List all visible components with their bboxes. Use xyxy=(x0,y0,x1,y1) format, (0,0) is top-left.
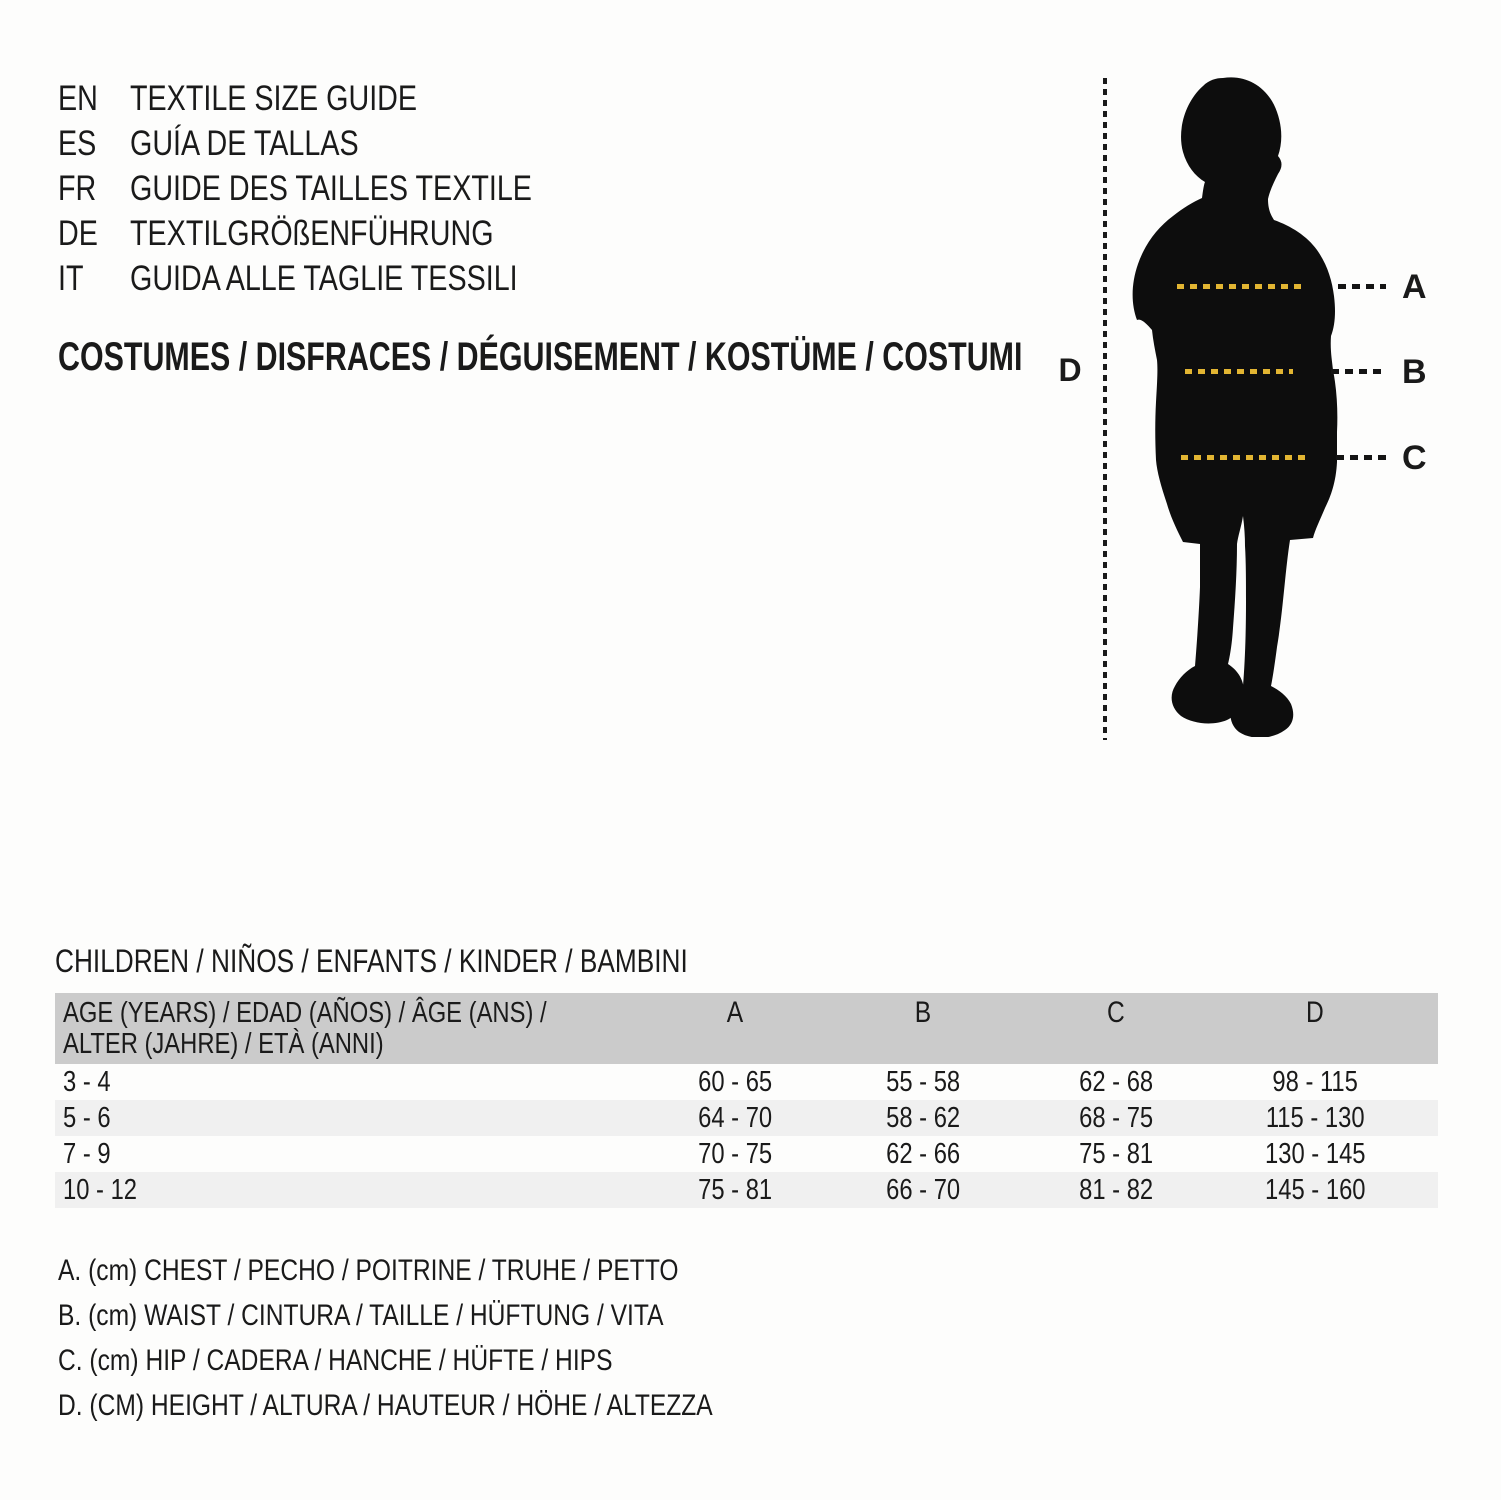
hip-cell: 81 - 82 xyxy=(1078,1174,1154,1206)
height-cell: 115 - 130 xyxy=(1265,1102,1365,1134)
legend-height: D. (CM) HEIGHT / ALTURA / HAUTEUR / HÖHE / ALTEZZA xyxy=(58,1389,713,1422)
chest-connector-line xyxy=(1338,284,1386,289)
waist-cell: 55 - 58 xyxy=(885,1066,961,1098)
chest-cell: 75 - 81 xyxy=(697,1174,773,1206)
hip-measure-line xyxy=(1181,455,1305,460)
chest-cell: 70 - 75 xyxy=(697,1138,773,1170)
marker-label-waist: B xyxy=(1402,353,1427,391)
hip-cell: 62 - 68 xyxy=(1078,1066,1154,1098)
language-code: FR xyxy=(58,169,97,208)
size-table-header xyxy=(55,993,1438,1064)
chest-cell: 60 - 65 xyxy=(697,1066,773,1098)
age-column-header: AGE (YEARS) / EDAD (AÑOS) / ÂGE (ANS) / ALTER (JAHRE) / ETÀ (ANNI) xyxy=(63,997,547,1060)
guide-title-de: TEXTILGRÖßENFÜHRUNG xyxy=(130,214,494,253)
waist-cell: 62 - 66 xyxy=(885,1138,961,1170)
table-section-title: CHILDREN / NIÑOS / ENFANTS / KINDER / BAMBINI xyxy=(55,943,688,979)
marker-label-hip: C xyxy=(1402,439,1427,477)
table-row xyxy=(55,1100,1438,1136)
chest-cell: 64 - 70 xyxy=(697,1102,773,1134)
waist-measure-line xyxy=(1185,369,1293,374)
column-header-b: B xyxy=(914,996,932,1029)
table-row xyxy=(55,1064,1438,1100)
hip-cell: 75 - 81 xyxy=(1078,1138,1154,1170)
language-code: ES xyxy=(58,124,97,163)
child-silhouette-icon xyxy=(1125,72,1375,737)
guide-title-fr: GUIDE DES TAILLES TEXTILE xyxy=(130,169,532,208)
hip-cell: 68 - 75 xyxy=(1078,1102,1154,1134)
category-title: COSTUMES / DISFRACES / DÉGUISEMENT / KOSTÜME / COSTUMI xyxy=(58,335,1023,379)
measurement-legend xyxy=(58,1248,856,1428)
waist-connector-line xyxy=(1331,369,1386,374)
guide-title-es: GUÍA DE TALLAS xyxy=(130,124,359,163)
guide-title-en: TEXTILE SIZE GUIDE xyxy=(130,79,418,118)
age-cell: 3 - 4 xyxy=(63,1066,111,1098)
marker-label-height: D xyxy=(1058,352,1082,388)
language-code: DE xyxy=(58,214,98,253)
age-cell: 5 - 6 xyxy=(63,1102,111,1134)
age-cell: 7 - 9 xyxy=(63,1138,111,1170)
age-cell: 10 - 12 xyxy=(63,1174,138,1206)
guide-title-it: GUIDA ALLE TAGLIE TESSILI xyxy=(130,259,518,298)
height-cell: 98 - 115 xyxy=(1272,1066,1358,1098)
size-table xyxy=(55,993,1438,1208)
waist-cell: 58 - 62 xyxy=(885,1102,961,1134)
legend-chest: A. (cm) CHEST / PECHO / POITRINE / TRUHE / PETTO xyxy=(58,1254,679,1287)
height-dotted-line xyxy=(1103,78,1107,740)
height-cell: 130 - 145 xyxy=(1264,1138,1366,1170)
marker-label-chest: A xyxy=(1402,268,1427,306)
table-row xyxy=(55,1136,1438,1172)
column-header-d: D xyxy=(1306,996,1324,1029)
column-header-a: A xyxy=(726,996,744,1029)
language-code: IT xyxy=(58,259,84,298)
hip-connector-line xyxy=(1336,455,1386,460)
legend-hip: C. (cm) HIP / CADERA / HANCHE / HÜFTE / HIPS xyxy=(58,1344,613,1377)
language-code: EN xyxy=(58,79,98,118)
table-row xyxy=(55,1172,1438,1208)
height-cell: 145 - 160 xyxy=(1264,1174,1366,1206)
chest-measure-line xyxy=(1177,284,1303,289)
waist-cell: 66 - 70 xyxy=(885,1174,961,1206)
legend-waist: B. (cm) WAIST / CINTURA / TAILLE / HÜFTUNG / VITA xyxy=(58,1299,664,1332)
column-header-c: C xyxy=(1107,996,1125,1029)
